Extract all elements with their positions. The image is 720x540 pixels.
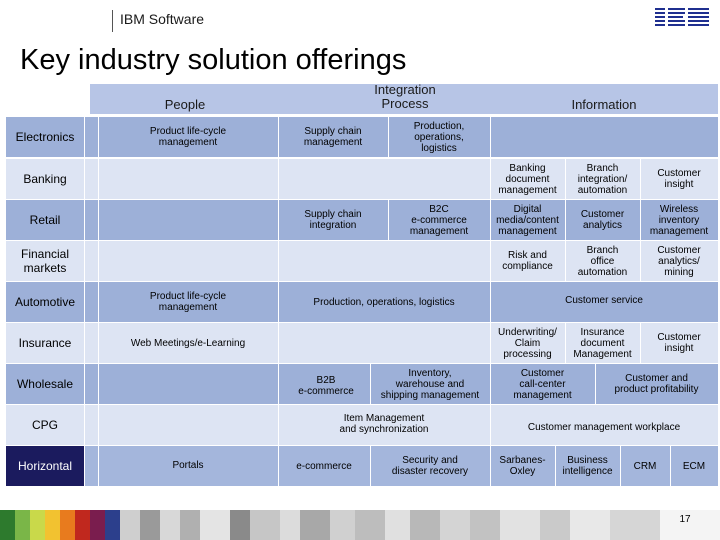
ibm-logo-icon — [655, 6, 709, 28]
cell-customer-service: Customer service — [565, 294, 643, 306]
row-label-horizontal: Horizontal — [17, 459, 73, 473]
column-header-information: Information — [571, 97, 637, 112]
row-label-cpg: CPG — [31, 418, 58, 432]
cell-production-operations-automotive: Production, operations, logistics — [313, 296, 455, 308]
cell-ecommerce: e-commerce — [296, 460, 352, 472]
row-label-electronics: Electronics — [15, 130, 75, 144]
footer-color-strip — [0, 510, 720, 540]
cell-production-operations-logistics: Production, operations, logistics — [413, 120, 465, 154]
cell-wireless-inventory: Wireless inventory management — [649, 203, 709, 237]
row-label-banking: Banking — [23, 172, 67, 186]
cell-banking-document-management: Banking document management — [498, 162, 557, 196]
row-label-automotive: Automotive — [14, 295, 76, 309]
cell-business-intelligence: Business intelligence — [562, 455, 613, 477]
cell-crm: CRM — [633, 460, 657, 472]
cell-underwriting-claim: Underwriting/ Claim processing — [498, 326, 557, 360]
brand-divider — [112, 10, 113, 32]
cell-inventory-warehouse: Inventory, warehouse and shipping management — [380, 367, 480, 401]
column-header-integration-process: Integration Process — [374, 82, 436, 111]
row-label-retail: Retail — [29, 213, 61, 227]
row-label-insurance: Insurance — [18, 336, 72, 350]
cell-supply-chain-management: Supply chain management — [303, 126, 363, 148]
page-title: Key industry solution offerings — [20, 44, 407, 76]
cell-customer-analytics-mining: Customer analytics/ mining — [657, 244, 701, 278]
cell-customer-analytics: Customer analytics — [580, 209, 625, 231]
divider-label-col — [84, 117, 85, 486]
row-label-financial-markets: Financial markets — [20, 247, 70, 275]
cell-web-meetings-elearning: Web Meetings/e-Learning — [130, 337, 246, 349]
cell-customer-product-profitability: Customer and product profitability — [614, 373, 699, 395]
cell-product-lifecycle: Product life-cycle management — [149, 126, 227, 148]
brand-label: IBM Software — [120, 11, 205, 27]
cell-product-lifecycle-automotive: Product life-cycle management — [149, 291, 227, 313]
cell-customer-insight-banking: Customer insight — [657, 168, 701, 190]
cell-customer-call-center: Customer call-center management — [513, 367, 572, 401]
cell-b2c-ecommerce: B2C e-commerce management — [409, 203, 469, 237]
cell-customer-management-workplace: Customer management workplace — [527, 421, 681, 433]
cell-risk-compliance: Risk and compliance — [502, 250, 553, 272]
cell-portals: Portals — [172, 459, 204, 471]
cell-branch-integration: Branch integration/ automation — [577, 162, 628, 196]
page-number: 17 — [679, 514, 691, 525]
cell-supply-chain-integration: Supply chain integration — [304, 209, 362, 231]
cell-ecm: ECM — [682, 460, 706, 472]
column-header-people: People — [164, 97, 206, 112]
cell-item-management: Item Management and synchronization — [339, 413, 429, 435]
cell-security-disaster-recovery: Security and disaster recovery — [391, 455, 469, 477]
row-label-wholesale: Wholesale — [16, 377, 74, 391]
cell-b2b-ecommerce: B2B e-commerce — [298, 375, 354, 397]
cell-insurance-document: Insurance document Management — [573, 326, 632, 360]
cell-customer-insight-insurance: Customer insight — [657, 332, 701, 354]
cell-digital-media: Digital media/content management — [496, 203, 559, 237]
cell-branch-office-automation: Branch office automation — [577, 244, 628, 278]
cell-sarbanes-oxley: Sarbanes- Oxley — [499, 455, 546, 477]
